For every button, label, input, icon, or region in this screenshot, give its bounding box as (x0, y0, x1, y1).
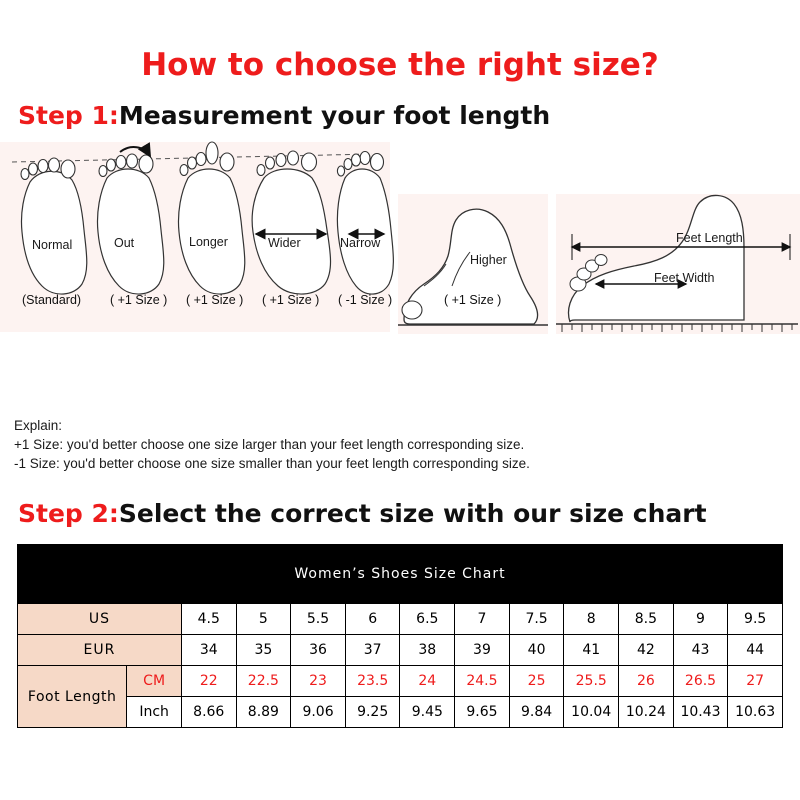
cell-eur-8: 42 (619, 635, 674, 666)
cell-cm-8: 26 (619, 666, 674, 697)
cell-us-0: 4.5 (181, 604, 236, 635)
cell-cm-10: 27 (728, 666, 783, 697)
cell-cm-7: 25.5 (564, 666, 619, 697)
explain-heading: Explain: (14, 418, 63, 433)
foot-label-normal: Normal (32, 238, 73, 252)
cell-inch-1: 8.89 (236, 697, 291, 728)
cell-us-7: 8 (564, 604, 619, 635)
cell-cm-1: 22.5 (236, 666, 291, 697)
cell-inch-6: 9.84 (509, 697, 564, 728)
table-row-us (18, 604, 783, 635)
cell-cm-5: 24.5 (455, 666, 510, 697)
explain-block (0, 416, 800, 473)
table-row-cm (18, 666, 783, 697)
cell-us-10: 9.5 (728, 604, 783, 635)
explain-line-1: +1 Size: you'd better choose one size larger than your feet length corresponding size. (14, 437, 525, 453)
chart-title: Women’s Shoes Size Chart (18, 545, 783, 604)
foot-label-narrow: Narrow (340, 236, 381, 250)
row-label-foot-length: Foot Length (18, 666, 127, 728)
foot-diagram (0, 134, 800, 414)
cell-cm-0: 22 (181, 666, 236, 697)
cell-eur-3: 37 (345, 635, 400, 666)
cell-inch-9: 10.43 (673, 697, 728, 728)
cell-inch-0: 8.66 (181, 697, 236, 728)
cell-us-5: 7 (455, 604, 510, 635)
step-2-heading (0, 499, 800, 528)
feet-width-label: Feet Width (654, 271, 715, 285)
table-row-eur (18, 635, 783, 666)
page-title: How to choose the right size? (141, 47, 659, 83)
cell-inch-5: 9.65 (455, 697, 510, 728)
step-2-label: Step 2: (18, 499, 119, 529)
cell-cm-2: 23 (291, 666, 346, 697)
step-1-text: Measurement your foot length (118, 101, 551, 130)
cell-cm-4: 24 (400, 666, 455, 697)
cell-eur-0: 34 (181, 635, 236, 666)
cell-inch-8: 10.24 (619, 697, 674, 728)
step-1-label: Step 1: (18, 101, 119, 130)
step-1-heading (0, 101, 800, 130)
row-label-eur: EUR (18, 635, 182, 666)
cell-us-8: 8.5 (619, 604, 674, 635)
cell-eur-9: 43 (673, 635, 728, 666)
cell-cm-9: 26.5 (673, 666, 728, 697)
cell-eur-1: 35 (236, 635, 291, 666)
foot-caption-narrow: ( -1 Size ) (338, 293, 393, 307)
table-row-inch (18, 697, 783, 728)
cell-inch-4: 9.45 (400, 697, 455, 728)
step-2-text: Select the correct size with our size chart (118, 499, 707, 529)
size-chart-table (17, 544, 783, 728)
cell-inch-3: 9.25 (345, 697, 400, 728)
row-label-us: US (18, 604, 182, 635)
cell-us-3: 6 (345, 604, 400, 635)
foot-caption-longer: ( +1 Size ) (186, 293, 244, 307)
cell-us-6: 7.5 (509, 604, 564, 635)
unit-label-cm: CM (127, 666, 182, 697)
foot-caption-standard: (Standard) (22, 293, 82, 307)
cell-eur-4: 38 (400, 635, 455, 666)
foot-label-out: Out (114, 236, 135, 250)
foot-caption-out: ( +1 Size ) (110, 293, 168, 307)
arch-label: Higher (470, 253, 507, 267)
unit-label-inch: Inch (127, 697, 182, 728)
cell-us-1: 5 (236, 604, 291, 635)
cell-inch-2: 9.06 (291, 697, 346, 728)
cell-inch-7: 10.04 (564, 697, 619, 728)
explain-line-2: -1 Size: you'd better choose one size smaller than your feet length corresponding size. (14, 456, 530, 472)
cell-inch-10: 10.63 (728, 697, 783, 728)
cell-eur-2: 36 (291, 635, 346, 666)
cell-cm-3: 23.5 (345, 666, 400, 697)
foot-caption-wider: ( +1 Size ) (262, 293, 320, 307)
cell-cm-6: 25 (509, 666, 564, 697)
cell-us-9: 9 (673, 604, 728, 635)
feet-length-label: Feet Length (676, 231, 743, 245)
table-row-title (18, 545, 783, 604)
cell-eur-6: 40 (509, 635, 564, 666)
foot-label-wider: Wider (268, 236, 301, 250)
cell-eur-7: 41 (564, 635, 619, 666)
cell-us-2: 5.5 (291, 604, 346, 635)
foot-label-longer: Longer (189, 235, 228, 249)
cell-eur-5: 39 (455, 635, 510, 666)
cell-us-4: 6.5 (400, 604, 455, 635)
cell-eur-10: 44 (728, 635, 783, 666)
arch-caption: ( +1 Size ) (444, 293, 502, 307)
